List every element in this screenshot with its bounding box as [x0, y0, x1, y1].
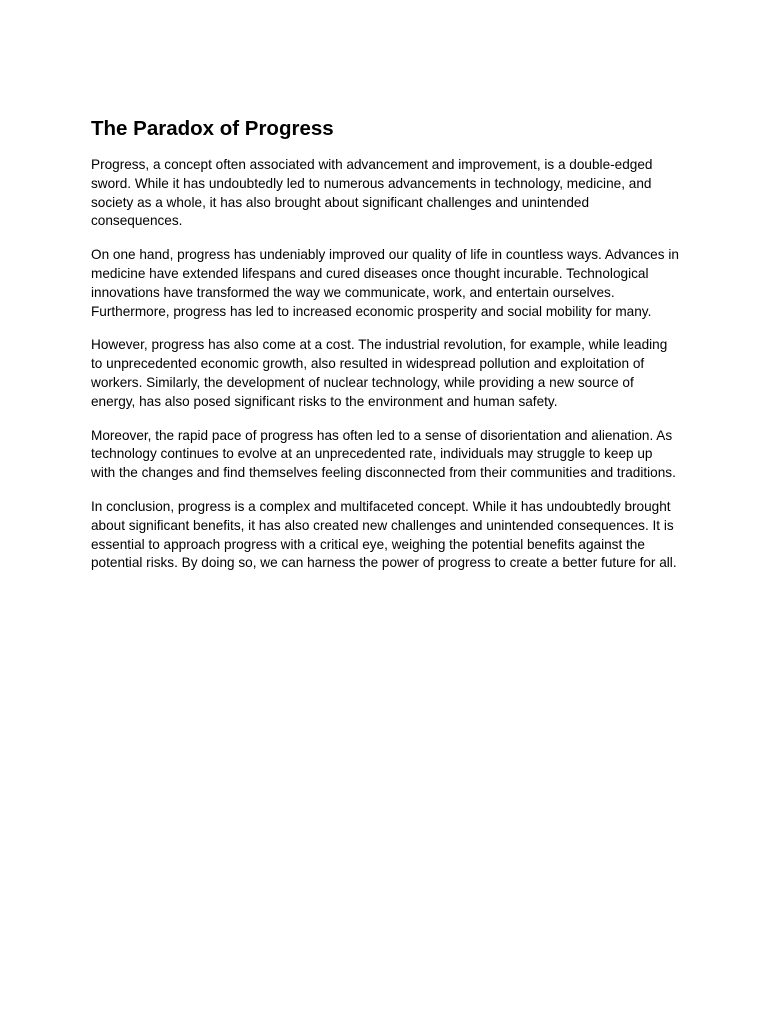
paragraph-conclusion: In conclusion, progress is a complex and multifaceted concept. While it has undoubtedly brought about significant benefits, it has also created new challenges and unintended consequences. It is essential to approach progress with a critical eye, weighing the potential benefits against the potential risks. By doing so, we can harness the power of progress to create a better future for all.	[91, 498, 677, 571]
paragraph-costs: However, progress has also come at a cost. The industrial revolution, for example, while leading to unprecedented economic growth, also resulted in widespread pollution and exploitation of workers. Similarly, the development of nuclear technology, while providing a new source of energy, has also posed significant risks to the environment and human safety.	[91, 337, 668, 409]
document-title: The Paradox of Progress	[91, 117, 334, 140]
paragraph-benefits: On one hand, progress has undeniably improved our quality of life in countless ways. Advances in medicine have extended lifespans and cured diseases once thought incurable. Technological innovations have transformed the way we communicate, work, and entertain ourselves. Furthermore, progress has led to increased economic prosperity and social mobility for many.	[91, 247, 679, 319]
paragraph-intro: Progress, a concept often associated with advancement and improvement, is a double-edged sword. While it has undoubtedly led to numerous advancements in technology, medicine, and society as a whole, it has also brought about significant challenges and unintended consequences.	[91, 157, 653, 229]
paragraph-disorientation: Moreover, the rapid pace of progress has often led to a sense of disorientation and alienation. As technology continues to evolve at an unprecedented rate, individuals may struggle to keep up with the changes and find themselves feeling disconnected from their communities and traditions.	[91, 427, 676, 481]
